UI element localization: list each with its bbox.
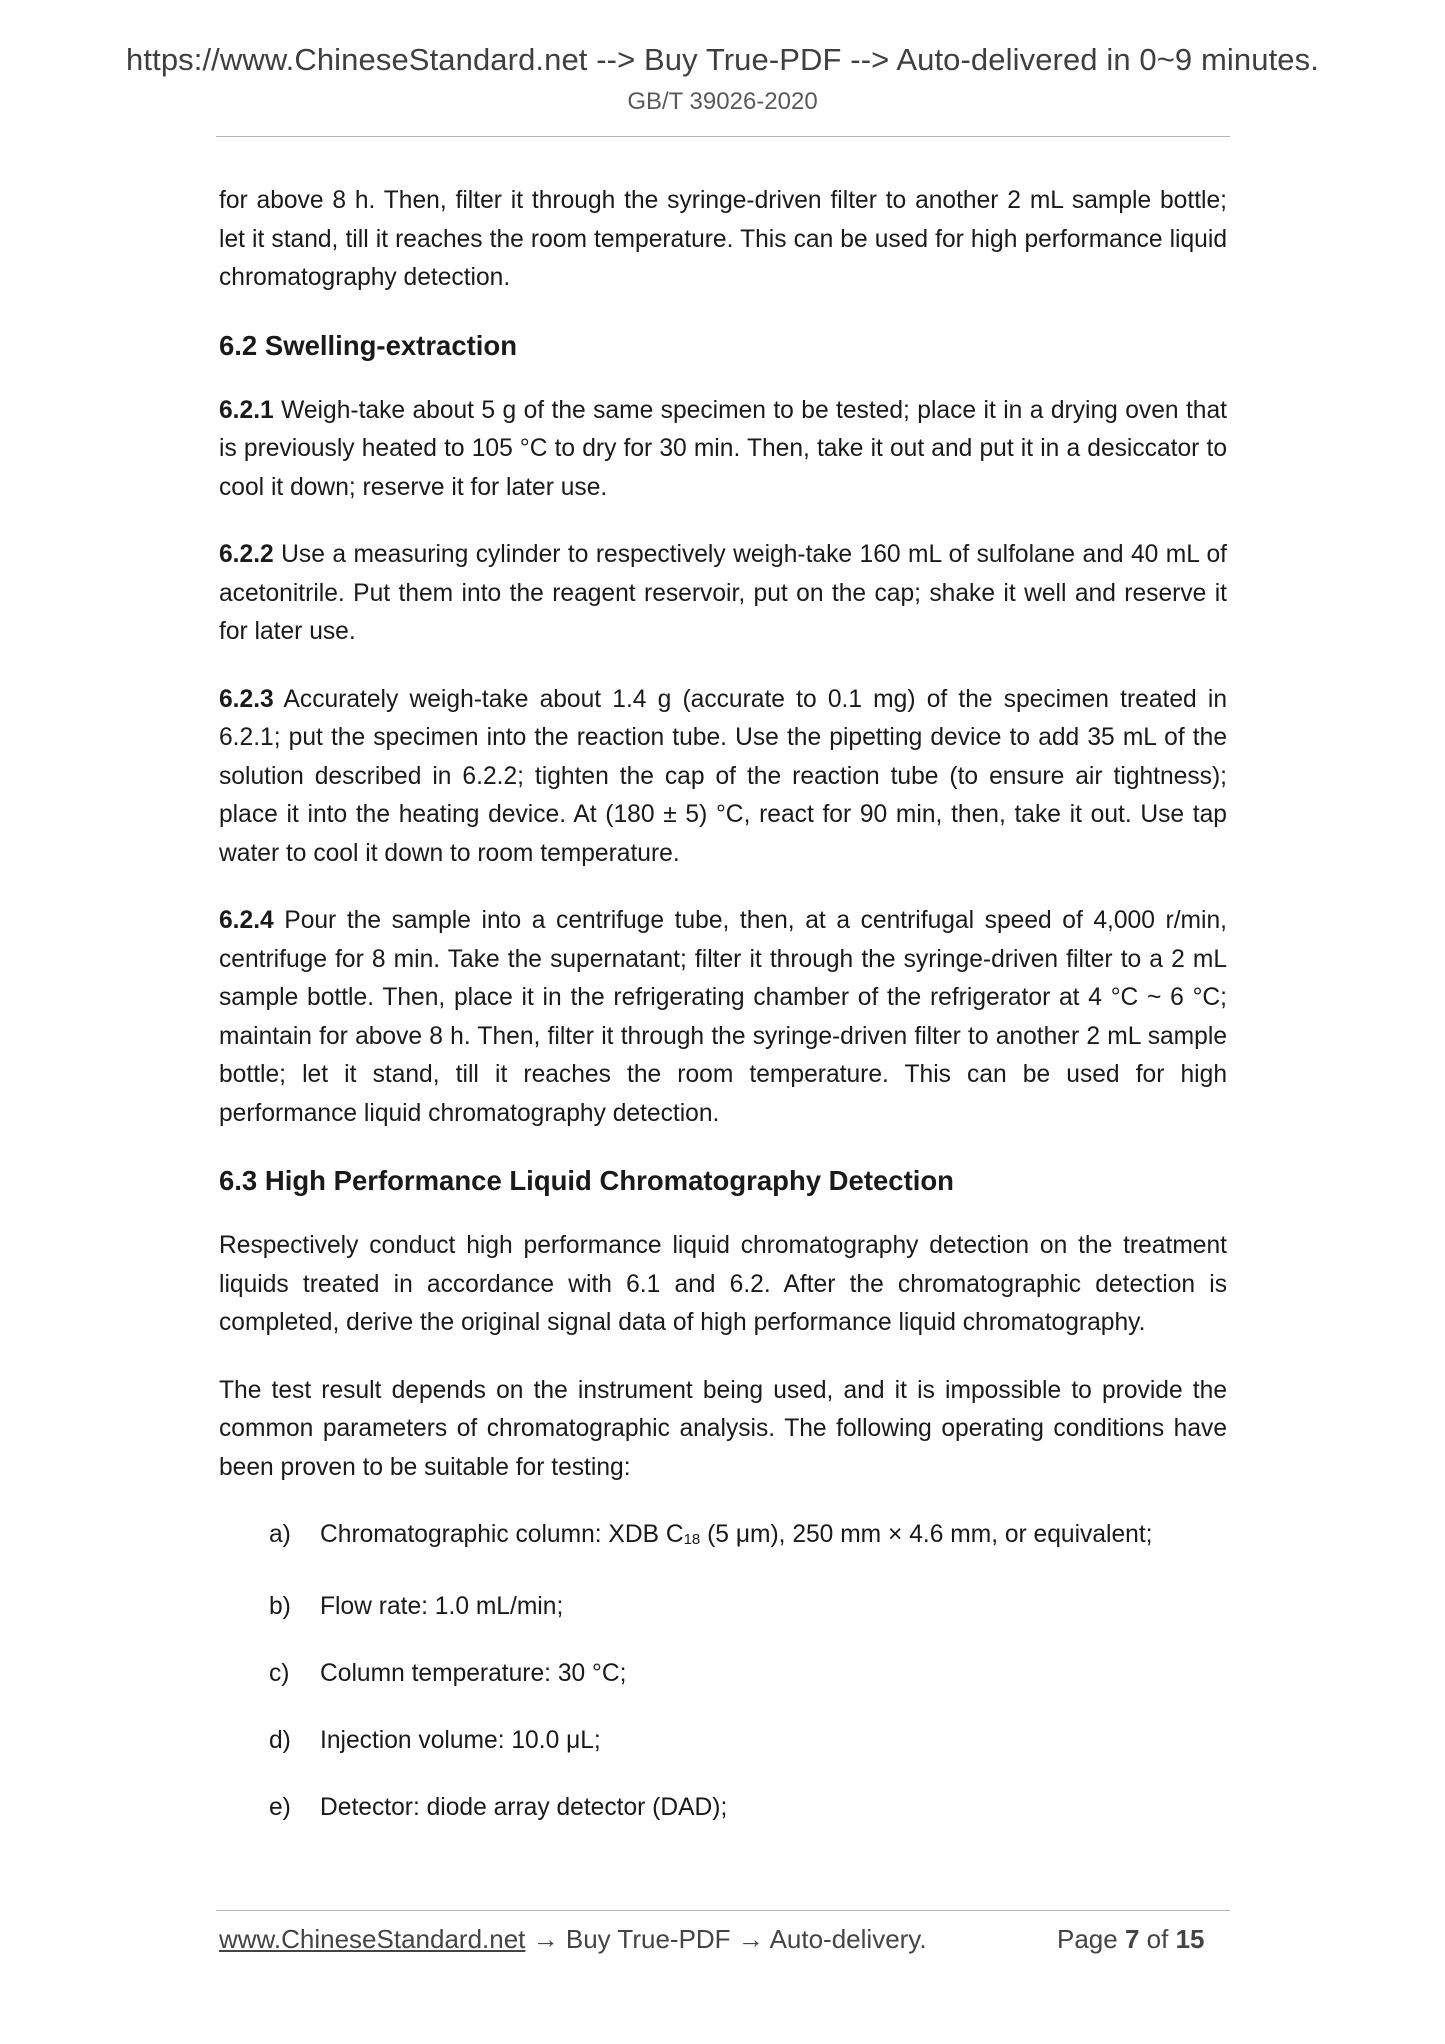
section-heading-6-3: 6.3 High Performance Liquid Chromatography Detection [219,1165,954,1196]
clause-number: 6.2.2 [219,541,274,568]
clause-6-2-4 [219,902,1227,1133]
list-marker: a) [269,1521,291,1548]
current-page: 7 [1124,1924,1140,1954]
list-marker: e) [269,1794,291,1821]
list-item [219,1722,1227,1760]
continuation-paragraph: for above 8 h. Then, filter it through the syringe-driven filter to another 2 mL sample bottle; let it stand, till it reaches the room temperature. This can be used for high performance liquid chromatography detection. [219,187,1227,291]
section-heading-6-2: 6.2 Swelling-extraction [219,329,518,361]
list-item [219,1588,1227,1626]
list-marker: c) [269,1660,290,1687]
list-item-text: Injection volume: 10.0 μL; [320,1727,601,1754]
clause-6-2-3 [219,681,1227,874]
clause-number: 6.2.4 [219,907,274,934]
clause-text: Pour the sample into a centrifuge tube, then, at a centrifugal speed of 4,000 r/min, centrifuge for 8 min. Take the supernatant; filter it through the syringe-driven filter to a 2 mL sample bottle. Then, place it in the refrigerating chamber of the refrigerator at 4 °C ~ 6 °C; maintain for above 8 h. Then, filter it through the syringe-driven filter to another 2 mL sample bottle; let it stand, till it reaches the room temperature. This can be used for high performance liquid chromatography detection. [219,907,1227,1127]
clause-text: Use a measuring cylinder to respectively weigh-take 160 mL of sulfolane and 40 mL of acetonitrile. Put them into the reagent reservoir, put on the cap; shake it well and reserve it for later use. [219,541,1227,645]
list-item-text: (5 μm), 250 mm × 4.6 mm, or equivalent; [700,1521,1153,1548]
header-divider [216,136,1230,137]
standard-number: GB/T 39026-2020 [627,88,818,115]
list-marker: b) [269,1593,291,1620]
paragraph-6-3-a: Respectively conduct high performance liquid chromatography detection on the treatment liquids treated in accordance with 6.1 and 6.2. After the chromatographic detection is completed, derive the original signal data of high performance liquid chromatography. [219,1232,1227,1336]
list-item [219,1516,1227,1559]
total-pages: 15 [1175,1924,1205,1954]
paragraph-6-3-b: The test result depends on the instrument being used, and it is impossible to provide the common parameters of chromatographic analysis. The following operating conditions have been proven to be suitable for testing: [219,1376,1227,1481]
subscript: 18 [683,1531,701,1548]
footer-divider [216,1910,1230,1911]
list-item-text: Detector: diode array detector (DAD); [320,1794,728,1821]
clause-6-2-2 [219,536,1227,652]
list-item-text: Flow rate: 1.0 mL/min; [320,1593,564,1620]
footer-promo [219,1924,927,1955]
page-body [219,182,1227,1856]
list-item [219,1655,1227,1693]
footer-site-link[interactable]: www.ChineseStandard.net [219,1924,526,1954]
clause-number: 6.2.1 [219,396,274,424]
page-number [1057,1924,1204,1955]
clause-text: Weigh-take about 5 g of the same specimen to be tested; place it in a drying oven that is previously heated to 105 °C to dry for 30 min. Then, take it out and put it in a desiccator to cool it down; reserve it for later use. [219,396,1227,501]
of-label: of [1139,1924,1176,1954]
clause-number: 6.2.3 [219,685,274,713]
list-marker: d) [269,1727,291,1754]
operating-conditions-list [219,1516,1227,1827]
footer-promo-text: → Buy True-PDF → Auto-delivery. [525,1924,927,1954]
clause-text: Accurately weigh-take about 1.4 g (accurate to 0.1 mg) of the specimen treated in 6.2.1; put the specimen into the reaction tube. Use the pipetting device to add 35 mL of the solution described in 6.2.2; tighten the cap of the reaction tube (to ensure air tightness); place it into the heating device. At (180 ± 5) °C, react for 90 min, then, take it out. Use tap water to cool it down to room temperature. [219,685,1227,867]
clause-6-2-1 [219,392,1227,508]
site-banner: https://www.ChineseStandard.net --> Buy True-PDF --> Auto-delivered in 0~9 minutes. [126,42,1319,77]
list-item-text: Column temperature: 30 °C; [320,1660,627,1687]
list-item-text: Chromatographic column: XDB C [320,1521,684,1548]
page-label: Page [1057,1924,1125,1954]
list-item [219,1789,1227,1827]
